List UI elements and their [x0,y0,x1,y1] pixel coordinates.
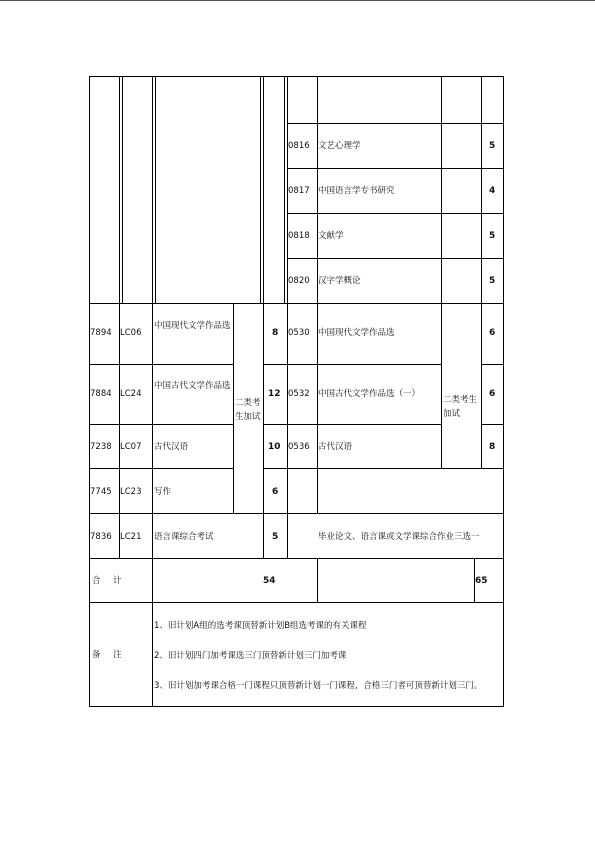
cell-old-course: 古代汉语 [154,442,189,452]
cell-new-credit: 5 [489,141,496,151]
row-line [263,364,441,365]
cell-new-credit: 8 [489,442,496,452]
col-line [260,76,261,303]
cell-new-code: 0530 [288,328,310,338]
col-line [263,76,264,558]
cell-old-course: 语言课综合考试 [154,532,214,542]
cell-new-course: 古代汉语 [318,442,353,452]
cell-old-lc-code: LC06 [120,328,142,338]
cell-new-code: 0818 [288,231,310,241]
category-right: 二类考生加试 [443,395,478,419]
cell-new-course: 中国古代文学作品选（一） [318,389,421,399]
cell-new-course: 中国现代文学作品选 [318,328,395,338]
note-item: 2、旧计划四门加考课选三门顶替新计划三门加考课 [154,651,347,661]
cell-new-course: 文献学 [318,231,344,241]
cell-new-credit: 4 [489,186,496,196]
cell-new-credit: 6 [489,328,496,338]
cell-new-course: 文艺心理学 [318,141,361,151]
cell-old-lc-code: LC24 [120,389,142,399]
row-line [287,258,504,259]
cell-new-code: 0536 [288,442,310,452]
col-line [317,558,318,602]
col-line [152,76,153,707]
note-item: 1、旧计划A组的选考课顶替新计划B组选考课的有关课程 [154,621,367,631]
cell-new-course: 汉字学概论 [318,276,361,286]
row-line [287,213,504,214]
cell-new-code: 0820 [288,276,310,286]
category-left: 二类考生加试 [235,398,261,422]
total-right-sum: 65 [475,576,488,586]
col-line [441,76,442,468]
cell-old-credit: 5 [272,532,279,542]
cell-old-credit: 8 [272,328,279,338]
notes-label: 备 注 [92,650,124,660]
cell-old-lc-code: LC23 [120,487,142,497]
total-left-sum: 54 [263,576,276,586]
cell-new-code: 0816 [288,141,310,151]
cell-old-credit: 10 [268,442,281,452]
total-label: 合 计 [92,576,124,586]
cell-old-credit: 6 [272,487,279,497]
col-line [233,303,234,513]
cell-new-code: 0817 [288,186,310,196]
cell-old-course: 中国古代文学作品选 [154,381,231,391]
cell-old-code: 7894 [90,328,112,338]
cell-new-credit: 5 [489,276,496,286]
row-line [263,424,441,425]
cell-old-lc-code: LC07 [120,442,142,452]
col-line [122,76,123,303]
row-line [89,424,233,425]
cell-new-course: 中国语言学专书研究 [318,186,395,196]
note-item: 3、旧计划加考课合格一门课程只顶替新计划一门课程，合格三门者可顶替新计划三门。 [154,681,483,691]
col-line [155,76,156,303]
cell-new-credit: 5 [489,231,496,241]
cell-old-credit: 12 [268,389,281,399]
cell-old-course: 写作 [154,487,172,497]
cell-old-code: 7745 [90,487,112,497]
col-line [481,76,482,468]
cell-old-code: 7238 [90,442,112,452]
table-border-right [503,76,504,707]
row-line [481,424,504,425]
cell-old-code: 7836 [90,532,112,542]
cell-new-course-option: 毕业论文、语言课或文学课综合作业三选一 [318,532,480,542]
cell-old-course: 中国现代文学作品选 [154,321,231,331]
cell-new-credit: 6 [489,389,496,399]
row-line [287,123,504,124]
row-line [287,168,504,169]
row-line [89,364,233,365]
row-line [481,364,504,365]
col-line [284,76,285,303]
row-line [89,468,233,469]
cell-new-code: 0532 [288,389,310,399]
row-line [263,468,504,469]
cell-old-lc-code: LC21 [120,532,142,542]
cell-old-code: 7884 [90,389,112,399]
